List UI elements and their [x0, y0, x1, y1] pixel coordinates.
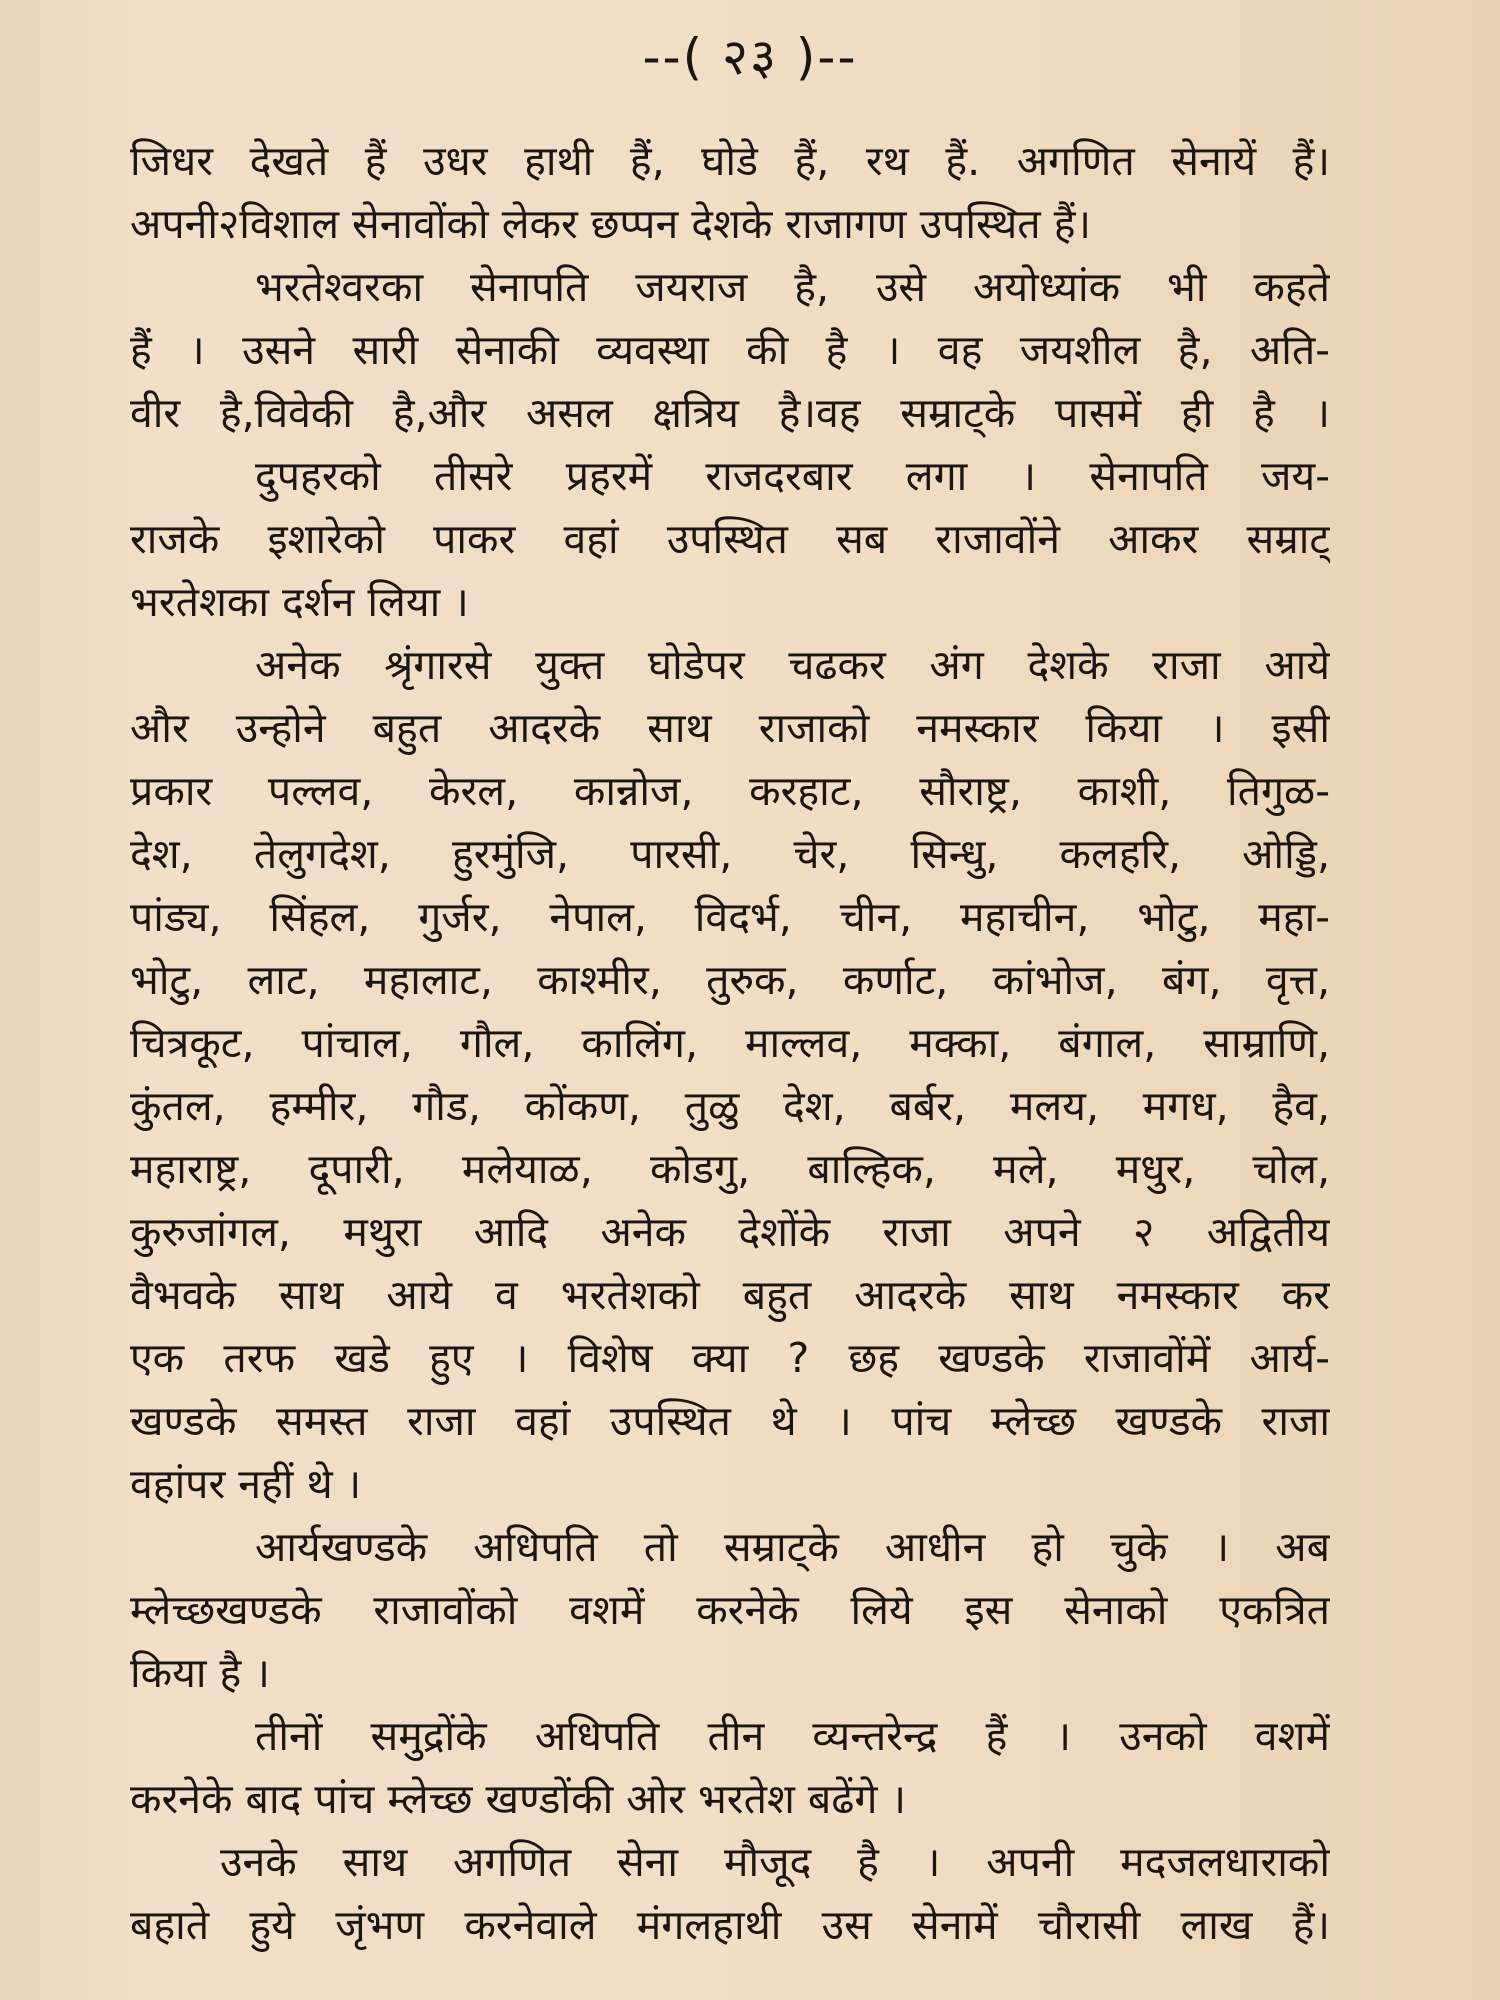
- page-number: --( २३ )--: [642, 28, 858, 86]
- text-line: कुंतल, हम्मीर, गौड, कोंकण, तुळु देश, बर्बर, मलय, मगध, हैव,: [130, 1082, 1330, 1130]
- text-line: खण्डके समस्त राजा वहां उपस्थित थे । पांच म्लेच्छ खण्डके राजा: [130, 1397, 1330, 1445]
- text-line: बहाते हुये जृंभण करनेवाले मंगलहाथी उस सेनामें चौरासी लाख हैं।: [130, 1901, 1330, 1949]
- text-line: तीनों समुद्रोंके अधिपति तीन व्यन्तरेन्द्र हैं । उनको वशमें: [255, 1712, 1330, 1760]
- text-line: और उन्होने बहुत आदरके साथ राजाको नमस्कार किया । इसी: [130, 704, 1330, 752]
- body-text: [130, 130, 1330, 1957]
- text-line: वहांपर नहीं थे ।: [130, 1460, 362, 1508]
- text-line: पांड्य, सिंहल, गुर्जर, नेपाल, विदर्भ, चीन, महाचीन, भोटु, महा-: [130, 893, 1330, 941]
- text-line: वैभवके साथ आये व भरतेशको बहुत आदरके साथ नमस्कार कर: [130, 1271, 1330, 1319]
- paragraph-1: [130, 130, 1330, 256]
- paragraph-5: [130, 1516, 1330, 1705]
- text-line: उनके साथ अगणित सेना मौजूद है । अपनी मदजलधाराको: [220, 1838, 1330, 1886]
- text-line: अपनी२विशाल सेनावोंको लेकर छप्पन देशके राजागण उपस्थित हैं।: [130, 200, 1092, 248]
- text-line: आर्यखण्डके अधिपति तो सम्राट्के आधीन हो चुके । अब: [255, 1523, 1330, 1571]
- text-line: किया है ।: [130, 1649, 270, 1697]
- text-line: राजके इशारेको पाकर वहां उपस्थित सब राजावोंने आकर सम्राट्: [130, 515, 1330, 563]
- text-line: दुपहरको तीसरे प्रहरमें राजदरबार लगा । सेनापति जय-: [255, 452, 1330, 500]
- text-line: म्लेच्छखण्डके राजावोंको वशमें करनेके लिये इस सेनाको एकत्रित: [130, 1586, 1330, 1634]
- paragraph-3: [130, 445, 1330, 634]
- text-line: वीर है,विवेकी है,और असल क्षत्रिय है।वह सम्राट्के पासमें ही है ।: [130, 389, 1330, 437]
- text-line: भरतेश्वरका सेनापति जयराज है, उसे अयोध्यांक भी कहते: [255, 263, 1330, 311]
- text-line: अनेक श्रृंगारसे युक्त घोडेपर चढकर अंग देशके राजा आये: [255, 641, 1330, 689]
- text-line: चित्रकूट, पांचाल, गौल, कालिंग, माल्लव, मक्का, बंगाल, साम्राणि,: [130, 1019, 1330, 1067]
- paragraph-7: [130, 1831, 1330, 1957]
- text-line: महाराष्ट्र, दूपारी, मलेयाळ, कोडगु, बाल्हिक, मले, मधुर, चोल,: [130, 1145, 1330, 1193]
- text-line: भोटु, लाट, महालाट, काश्मीर, तुरुक, कर्णाट, कांभोज, बंग, वृत्त,: [130, 956, 1330, 1004]
- text-line: भरतेशका दर्शन लिया ।: [130, 578, 469, 626]
- text-line: देश, तेलुगदेश, हुरमुंजि, पारसी, चेर, सिन्धु, कलहरि, ओड्डि,: [130, 830, 1330, 878]
- text-line: कुरुजांगल, मथुरा आदि अनेक देशोंके राजा अपने २ अद्वितीय: [130, 1208, 1330, 1256]
- paragraph-2: [130, 256, 1330, 445]
- text-line: जिधर देखते हैं उधर हाथी हैं, घोडे हैं, रथ हैं. अगणित सेनायें हैं।: [130, 137, 1330, 185]
- text-line: करनेके बाद पांच म्लेच्छ खण्डोंकी ओर भरतेश बढेंगे ।: [130, 1775, 907, 1823]
- text-line: हैं । उसने सारी सेनाकी व्यवस्था की है । वह जयशील है, अति-: [130, 326, 1330, 374]
- paragraph-6: [130, 1705, 1330, 1831]
- text-line: एक तरफ खडे हुए । विशेष क्या ? छह खण्डके राजावोंमें आर्य-: [130, 1334, 1330, 1382]
- paragraph-4: [130, 634, 1330, 1516]
- text-line: प्रकार पल्लव, केरल, कान्नोज, करहाट, सौराष्ट्र, काशी, तिगुळ-: [130, 767, 1330, 815]
